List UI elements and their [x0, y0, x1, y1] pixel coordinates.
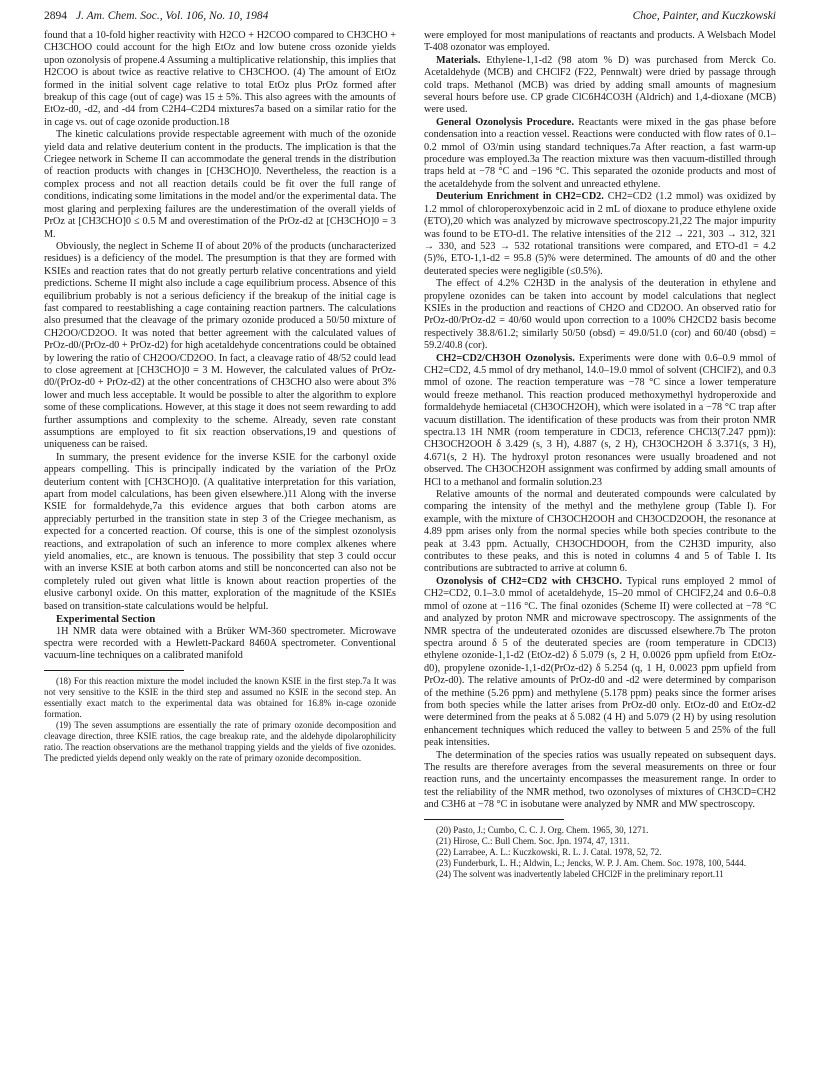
body-paragraph: were employed for most manipulations of reactants and products. A Welsbach Model T-408 ozonator was employed.: [424, 30, 776, 54]
section-text: Reactants were mixed in the gas phase before condensation into a reaction vessel. Reactions were conducted with flow rates of 0.1–0.2 mmol of O3/min using standard techniques.7a After reaction, a fast warm-up procedure was employed.3a The reaction mixture was then vacuum-distilled through traps held at −78 °C and −196 °C. This separated the ozonide products and most of the acetaldehyde from the solvent and unreacted ethylene.: [424, 116, 776, 190]
experimental-heading: Experimental Section: [56, 613, 156, 626]
runin-heading: Ozonolysis of CH2=CD2 with CH3CHO.: [436, 575, 622, 587]
left-column: [44, 30, 396, 764]
body-paragraph: 1H NMR data were obtained with a Brüker WM-360 spectrometer. Microwave spectra were recorded with a Hewlett-Packard 8460A spectrometer. Conventional vacuum-line techniques on a calibrated manifold: [44, 625, 396, 662]
section-text: Experiments were done with 0.6–0.9 mmol of CH2=CD2, 4.5 mmol of dry methanol, 14.0–19.0 mmol of solvent (CHClF2), and 0.3 mmol of ozone. The reaction temperature was −78 °C since a lower temperature would freeze methanol. This reaction produced methoxymethyl hydroperoxide and formaldehyde hemiacetal (CH3OCH2OH), which were isolated in a −78 °C trap after vacuum distillation. The identification of these products was from their proton NMR spectra.13 1H NMR (room temperature in CDCl3, reference CHCl3(7.247 ppm)): CH3OCH2OOH δ 3.429 (s, 3 H), 4.887 (s, 2 H), CH3OCH2OH δ 3.371(s, 3 H), 4.671(s, 2 H). The hydroxyl proton resonances were usually broadened and not observed. The CH3OCH2OH assignment was confirmed by adding small amounts of HCl to a methanol and formalin solution.23: [424, 352, 776, 488]
section-text: CH2=CD2 (1.2 mmol) was oxidized by 1.2 mmol of chloroperoxybenzoic acid in 2 mL of dioxane to produce ethylene oxide (ETO),20 which was analyzed by microwave spectroscopy.21,22 The major impurity was found to be ETO-d1. The relative intensities of the 212 → 221, 303 → 312, 321 → 330, and 523 → 532 rotational transitions were compared, and ETO-d1 = 4.2 (5)%, ETO-1,1-d2 = 95.8 (5)% were determined. The amounts of d0 and the other deuterated species were negligible (≤0.5%).: [424, 191, 776, 277]
section-paragraph: [424, 576, 776, 750]
footnote: (19) The seven assumptions are essentially the rate of primary ozonide decomposition and cleavage direction, three KSIE ratios, the cage breakup rate, and the aldehyde dipolarophilicity ratio. The reaction observations are the methanol trapping yields and the yields of five ozonides. The predicted yields depend only weakly on the rate of primary ozonide decomposition.: [44, 719, 396, 763]
reference-footnote: (20) Pasto, J.; Cumbo, C. C. J. Org. Chem. 1965, 30, 1271.: [436, 824, 649, 835]
body-paragraph: found that a 10-fold higher reactivity with H2CO + H2COO compared to CH3CHO + CH3CHOO could account for the high EtOz and low butene cross ozonide yields upon ozonolysis of propene.4 Assuming a multiplicative relationship, this implies that H2COO is about twice as reactive relative to CH3CHOO. (4) The amount of EtOz formed in the initial solvent cage relative to total EtOz plus PrOz formed after breakup of this cage (out of cage) was 15 ± 5%. This also agrees with the amounts of EtOz-d0, -d2, and -d4 from C2H4–C2D4 mixtures7a based on a similar ratio for the in cage vs. out of cage ozonide production.18: [44, 30, 396, 128]
reference-footnote: (21) Hirose, C.: Bull Chem. Soc. Jpn. 1974, 47, 1311.: [436, 835, 630, 846]
section-paragraph: [424, 55, 776, 117]
footnote-divider: [424, 819, 564, 820]
journal-citation: J. Am. Chem. Soc., Vol. 106, No. 10, 1984: [76, 10, 269, 22]
section-text: Relative amounts of the normal and deuterated compounds were calculated by comparing the intensity of the methyl and the methylene group (Table I). For example, with the mixture of CH3OCH2OOH and CH3OCD2OOH, the resonance at 4.89 ppm arises only from the normal species while both species contribute to the peak at 3.43 ppm. Actually, CH3OCHDOOH, from the C2H3D impurity, also contributes to these peaks, and this is noted in columns 4 and 5 of Table I. Its contributions are subtracted to arrive at column 6.: [424, 489, 776, 575]
section-paragraph: [424, 489, 776, 576]
body-paragraph: Obviously, the neglect in Scheme II of about 20% of the products (uncharacterized residues) is a deficiency of the model. The presumption is that they are formed with KSIEs and reaction rates that do not greatly perturb relative concentrations and yield predictions. Scheme II might also include a cage equilibrium process. Absence of this equilibrium probably is not a serious deficiency if the breakup of the initial cage is fast compared to reestablishing a cage containing reaction partners. The calculations also presumed that the cleavage of the primary ozonide produced a 50/50 mixture of CH2OO/CD2OO. It was noted that better agreement with the calculated values of PrOz-d0/(PrOz-d0 + PrOz-d2) for high acetaldehyde concentrations could be obtained by lowering the ratio of CH2OO/CD2OO. In fact, a cleavage ratio of 48/52 could lead to close agreement at [CH3CHO]0 = 3 M. However, the calculated values of PrOz-d0/(PrOz-d0 + PrOz-d2) at the other concentrations of CH3CHO also were about 3% lower and much less acceptable. It would be possible to alter the algorithm to explore some of these complications. However, at this stage it does not seem rewarding to add further assumptions and complexity to the scheme. Already, seven rate constant assumptions are employed to fit six reaction observations,19 and questions of uniqueness can be raised.: [44, 240, 396, 451]
reference-footnote: (23) Funderburk, L. H.; Aldwin, L.; Jencks, W. P. J. Am. Chem. Soc. 1978, 100, 5444.: [436, 857, 746, 868]
reference-footnote: (24) The solvent was inadvertently labeled CHCl2F in the preliminary report.11: [436, 868, 724, 879]
running-header: [44, 8, 776, 24]
right-column: [424, 30, 776, 880]
footnote: (18) For this reaction mixture the model included the known KSIE in the first step.7a It was not very sensitive to the KSIE in the third step and assumed no KSIE in the second step. An essentially exact match to the experimental data was obtained for 16.8% in-cage ozonide formation.: [44, 675, 396, 719]
runin-heading: Materials.: [436, 54, 481, 66]
section-text: The effect of 4.2% C2H3D in the analysis of the deuteration in ethylene and propylene ozonides can be taken into account by model calculations that neglect KSIEs in the production and reactions of CH2O and CD2OO. An observed ratio for PrOz-d0/PrOz-d2 = 40/60 would upon correction to a 100% CH2CD2 basis become respectively 38.8/61.2; similarly 50/50 (obsd) = 49.0/51.0 (cor) and 60/40 (obsd) = 59.2/40.8 (cor).: [424, 278, 776, 352]
body-paragraph: In summary, the present evidence for the inverse KSIE for the carbonyl oxide appears compelling. This is principally indicated by the variation of the PrOz deuterium content with [CH3CHO]0. (A qualitative interpretation for this variation, apart from model calculations, has been given elsewhere.)11 Along with the inverse KSIE for formaldehyde,7a this evidence argues that both carbon atoms are appreciably perturbed in the transition state in step 3 of the Criegee mechanism, as expected for a concerted reaction. Of course, this is one of the simplest ozonolysis reactions, and extrapolation of such an inference to more complex alkenes where yield anomalies, etc., are known is tenuous. The possibility that step 3 could occur with an inverse KSIE at both carbon atoms and still be nonconcerted can also not be completely ruled out given what little is known about reaction properties of the elusive carbonyl oxide. On this matter, exploration of the magnitude of the KSIEs based on transition-state calculations would be helpful.: [44, 451, 396, 612]
section-paragraph: [424, 750, 776, 812]
body-paragraph: The kinetic calculations provide respectable agreement with much of the ozonide yield data and relative deuterium content in the products. The implication is that the Criegee network in Scheme II can accommodate the general trends in the distribution of reaction products with changes in [CH3CHO]0. Nevertheless, the reaction is a complex process and not all reaction details could be fit over the full range of conditions, indicating some limitations in the model and/or the experimental data. The most glaring and perplexing failures are the underestimation of the overall yields of PrOz at [CH3CHO]0 ≤ 0.5 M and overestimation of the PrOz-d2 at [CH3CHO]0 = 3 M.: [44, 129, 396, 240]
section-paragraph: [424, 353, 776, 489]
page-number: 2894: [44, 10, 67, 22]
section-text: The determination of the species ratios was usually repeated on subsequent days. The results are therefore averages from the several measurements on three or four reaction runs, and the uncertainty encompasses the measurement range. In order to test the reliability of the NMR method, two ozonolyses of mixtures of CH3CD=CH2 and C3H6 at −78 °C in isobutane were analyzed by NMR and MW spectroscopy.: [424, 749, 776, 811]
reference-footnote: (22) Larrabee, A. L.: Kuczkowski, R. L. J. Catal. 1978, 52, 72.: [436, 846, 662, 857]
running-authors: Choe, Painter, and Kuczkowski: [632, 10, 776, 22]
runin-heading: CH2=CD2/CH3OH Ozonolysis.: [436, 352, 575, 364]
section-text: Ethylene-1,1-d2 (98 atom % D) was purchased from Merck Co. Acetaldehyde (MCB) and CHClF2 (F22, Pennwalt) were dried by passage through cold traps. Methanol (MCB) was dried by adding small amounts of magnesium several hours before use. CP grade ClC6H4CO3H (Aldrich) and 1,4-dioxane (MCB) were used.: [424, 54, 776, 116]
runin-heading: General Ozonolysis Procedure.: [436, 116, 574, 128]
section-paragraph: [424, 191, 776, 278]
section-text: Typical runs employed 2 mmol of CH2=CD2, 0.1–3.0 mmol of acetaldehyde, 15–20 mmol of CHClF2,24 and 0.6–0.8 mmol of ozone at −116 °C. The final ozonides (Scheme II) were collected at −78 °C and analyzed by proton NMR and microwave spectroscopy. The assignments of the NMR spectra of the undeuterated ozonides are discussed elsewhere.7b The proton spectra around δ 5 of the deuterated species are (room temperature in CDCl3) ethylene ozonide-1,1-d2 (EtOz-d2) δ 5.079 (s, 2 H, 0.0026 ppm upfield from EtOz-d0), propylene ozonide-1,1-d2(PrOz-d2) δ 5.254 (q, 1 H, 0.0023 ppm upfield from PrOz-d0). The relative amounts of PrOz-d0 and -d2 were determined by comparison of the methine (5.26 ppm) and methylene (5.178 ppm) peaks since the former arises from both species while the latter arises from PrOz-d0 only. EtOz-d0 and EtOz-d2 were determined from the peaks at δ 5.082 (4 H) and 5.079 (2 H) by using resolution enhancement techniques which reduced the valley to between 5 and 25% of the full peak intensities.: [424, 575, 776, 749]
runin-heading: Deuterium Enrichment in CH2=CD2.: [436, 191, 604, 203]
section-paragraph: [424, 117, 776, 191]
footnote-divider: [44, 670, 184, 671]
section-paragraph: [424, 278, 776, 352]
